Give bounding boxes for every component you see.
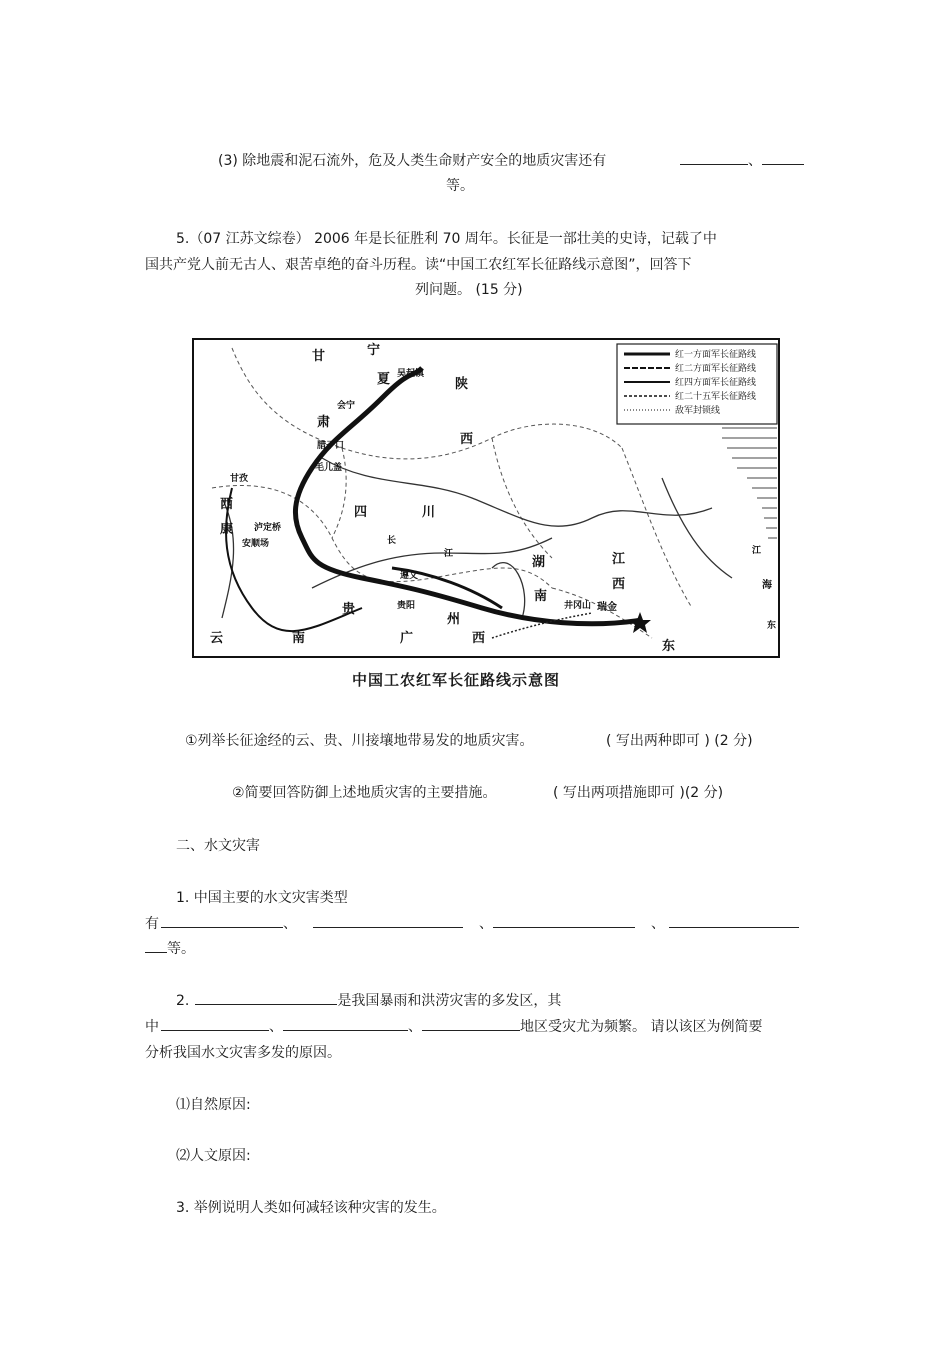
map-caption: 中国工农红军长征路线示意图 <box>352 671 561 689</box>
place-label: 甘孜 <box>230 474 249 484</box>
place-label: 湖 <box>532 555 546 570</box>
place-label: 州 <box>447 612 461 627</box>
q3-text: (3) 除地震和泥石流外，危及人类生命财产安全的地质灾害还有 <box>218 153 607 169</box>
place-label: 泸定桥 <box>254 523 282 533</box>
long-march-map <box>192 338 780 658</box>
place-label: 西 <box>612 577 626 592</box>
answer-blank[interactable] <box>762 150 804 165</box>
legend-item: 敌军封锁线 <box>675 406 721 416</box>
place-label: 会宁 <box>337 401 356 411</box>
h1-line1: 1. 中国主要的水文灾害类型 <box>176 890 348 906</box>
sub2-question: ②简要回答防御上述地质灾害的主要措施。 <box>232 785 497 801</box>
place-label: 毛儿盖 <box>315 463 343 473</box>
place-label: 西 <box>460 432 474 447</box>
legend-item: 红二十五军长征路线 <box>675 392 757 402</box>
place-label: 吴起镇 <box>397 369 425 379</box>
answer-blank[interactable] <box>161 1016 269 1031</box>
h2-line2: 中 、 、 地区受灾尤为频繁。 请以该区为例简要 <box>145 1016 762 1036</box>
answer-blank[interactable] <box>161 913 283 928</box>
q5-line1: 5.（07 江苏文综卷） 2006 年是长征胜利 70 周年。长征是一部壮美的史诗，记载了中 <box>176 231 717 247</box>
place-label: 南 <box>292 631 306 646</box>
h1-line3: 等。 <box>145 938 195 958</box>
place-label: 宁 <box>367 343 381 358</box>
place-label: 康 <box>220 522 234 537</box>
h3-question: 3. 举例说明人类如何减轻该种灾害的发生。 <box>176 1200 446 1216</box>
place-label: 夏 <box>377 372 391 387</box>
q5-line3: 列问题。 (15 分) <box>415 282 523 298</box>
legend-item: 红四方面军长征路线 <box>675 378 757 388</box>
place-label: 贵阳 <box>397 601 416 611</box>
place-label: 云 <box>210 631 224 646</box>
place-label: 西 <box>472 631 486 646</box>
place-label: 陕 <box>455 377 469 392</box>
place-label: 川 <box>422 505 436 520</box>
answer-blank[interactable] <box>493 913 635 928</box>
answer-blank[interactable] <box>422 1016 520 1031</box>
q3-blanks: 、 <box>680 150 804 170</box>
place-label: 遵义 <box>400 571 419 581</box>
h2-natural-reason: ⑴自然原因: <box>176 1097 251 1113</box>
answer-blank[interactable] <box>680 150 748 165</box>
place-label: 江 <box>752 546 762 556</box>
h2-line3: 分析我国水文灾害多发的原因。 <box>145 1045 341 1061</box>
answer-blank[interactable] <box>669 913 799 928</box>
place-label: 东 <box>662 639 676 654</box>
answer-blank[interactable] <box>145 938 167 953</box>
legend-item: 红二方面军长征路线 <box>675 364 757 374</box>
q5-line2: 国共产党人前无古人、艰苦卓绝的奋斗历程。读“中国工农红军长征路线示意图”，回答下 <box>145 257 692 273</box>
place-label: 腊子口 <box>317 441 345 451</box>
h1-line2: 有 、 、 、 <box>145 913 799 933</box>
place-label: 南 <box>534 589 548 604</box>
place-label: 贵 <box>342 602 356 617</box>
place-label: 四 <box>354 505 368 520</box>
sub2-note: ( 写出两项措施即可 )(2 分) <box>553 785 724 801</box>
place-label: 江 <box>444 549 454 559</box>
answer-blank[interactable] <box>313 913 463 928</box>
place-label: 江 <box>612 552 626 567</box>
answer-blank[interactable] <box>195 990 337 1005</box>
place-label: 井冈山 <box>564 601 592 611</box>
place-label: 东 <box>767 621 777 631</box>
place-label: 长 <box>387 536 397 546</box>
h2-human-reason: ⑵人文原因: <box>176 1148 251 1164</box>
place-label: 肃 <box>317 415 331 430</box>
sub1-question: ①列举长征途经的云、贵、川接壤地带易发的地质灾害。 <box>185 733 534 749</box>
place-label: 安顺场 <box>242 539 270 549</box>
place-label: 广 <box>400 631 414 646</box>
section-heading: 二、水文灾害 <box>176 838 260 854</box>
sub1-note: ( 写出两种即可 ) (2 分) <box>606 733 753 749</box>
place-label: 甘 <box>312 349 326 364</box>
h2-line1: 2. 是我国暴雨和洪涝灾害的多发区，其 <box>176 990 561 1010</box>
place-label: 海 <box>762 580 772 591</box>
answer-blank[interactable] <box>283 1016 408 1031</box>
q3-end: 等。 <box>446 178 474 194</box>
place-label: 瑞金 <box>597 602 617 613</box>
legend-item: 红一方面军长征路线 <box>675 350 757 360</box>
place-label: 西 <box>220 497 234 512</box>
